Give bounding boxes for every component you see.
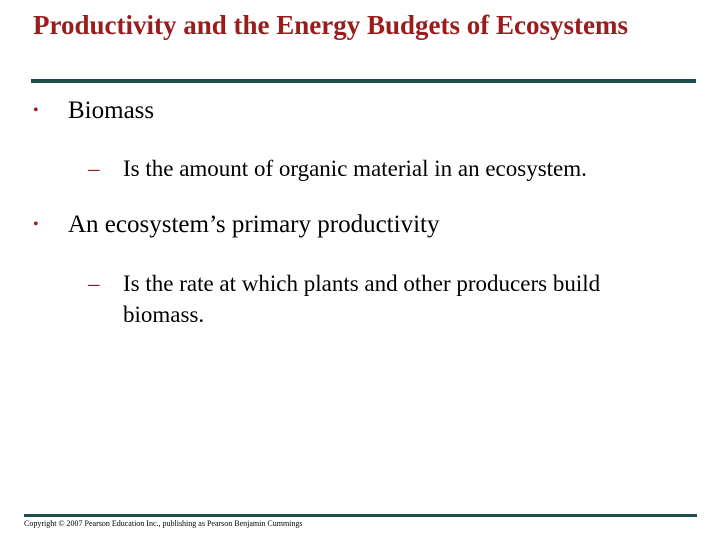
copyright-notice: Copyright © 2007 Pearson Education Inc., publishing as Pearson Benjamin Cummings xyxy=(24,519,303,528)
bullet-marker: • xyxy=(33,216,39,233)
sub-bullet-marker: – xyxy=(88,156,100,181)
bullet-text: An ecosystem’s primary productivity xyxy=(68,211,440,238)
bullet-marker: • xyxy=(33,102,39,119)
sub-bullet-biomass-definition xyxy=(88,153,683,184)
sub-bullet-text: Is the rate at which plants and other producers build biomass. xyxy=(123,271,601,327)
sub-bullet-productivity-definition xyxy=(88,268,653,330)
bullet-item-primary-productivity xyxy=(33,210,439,240)
sub-bullet-marker: – xyxy=(88,271,100,296)
bullet-text: Biomass xyxy=(68,97,155,124)
slide-title: Productivity and the Energy Budgets of Ecosystems xyxy=(33,10,629,40)
footer-divider xyxy=(24,514,697,517)
bullet-item-biomass xyxy=(33,96,154,126)
title-divider xyxy=(31,79,696,83)
sub-bullet-text: Is the amount of organic material in an ecosystem. xyxy=(123,156,587,181)
